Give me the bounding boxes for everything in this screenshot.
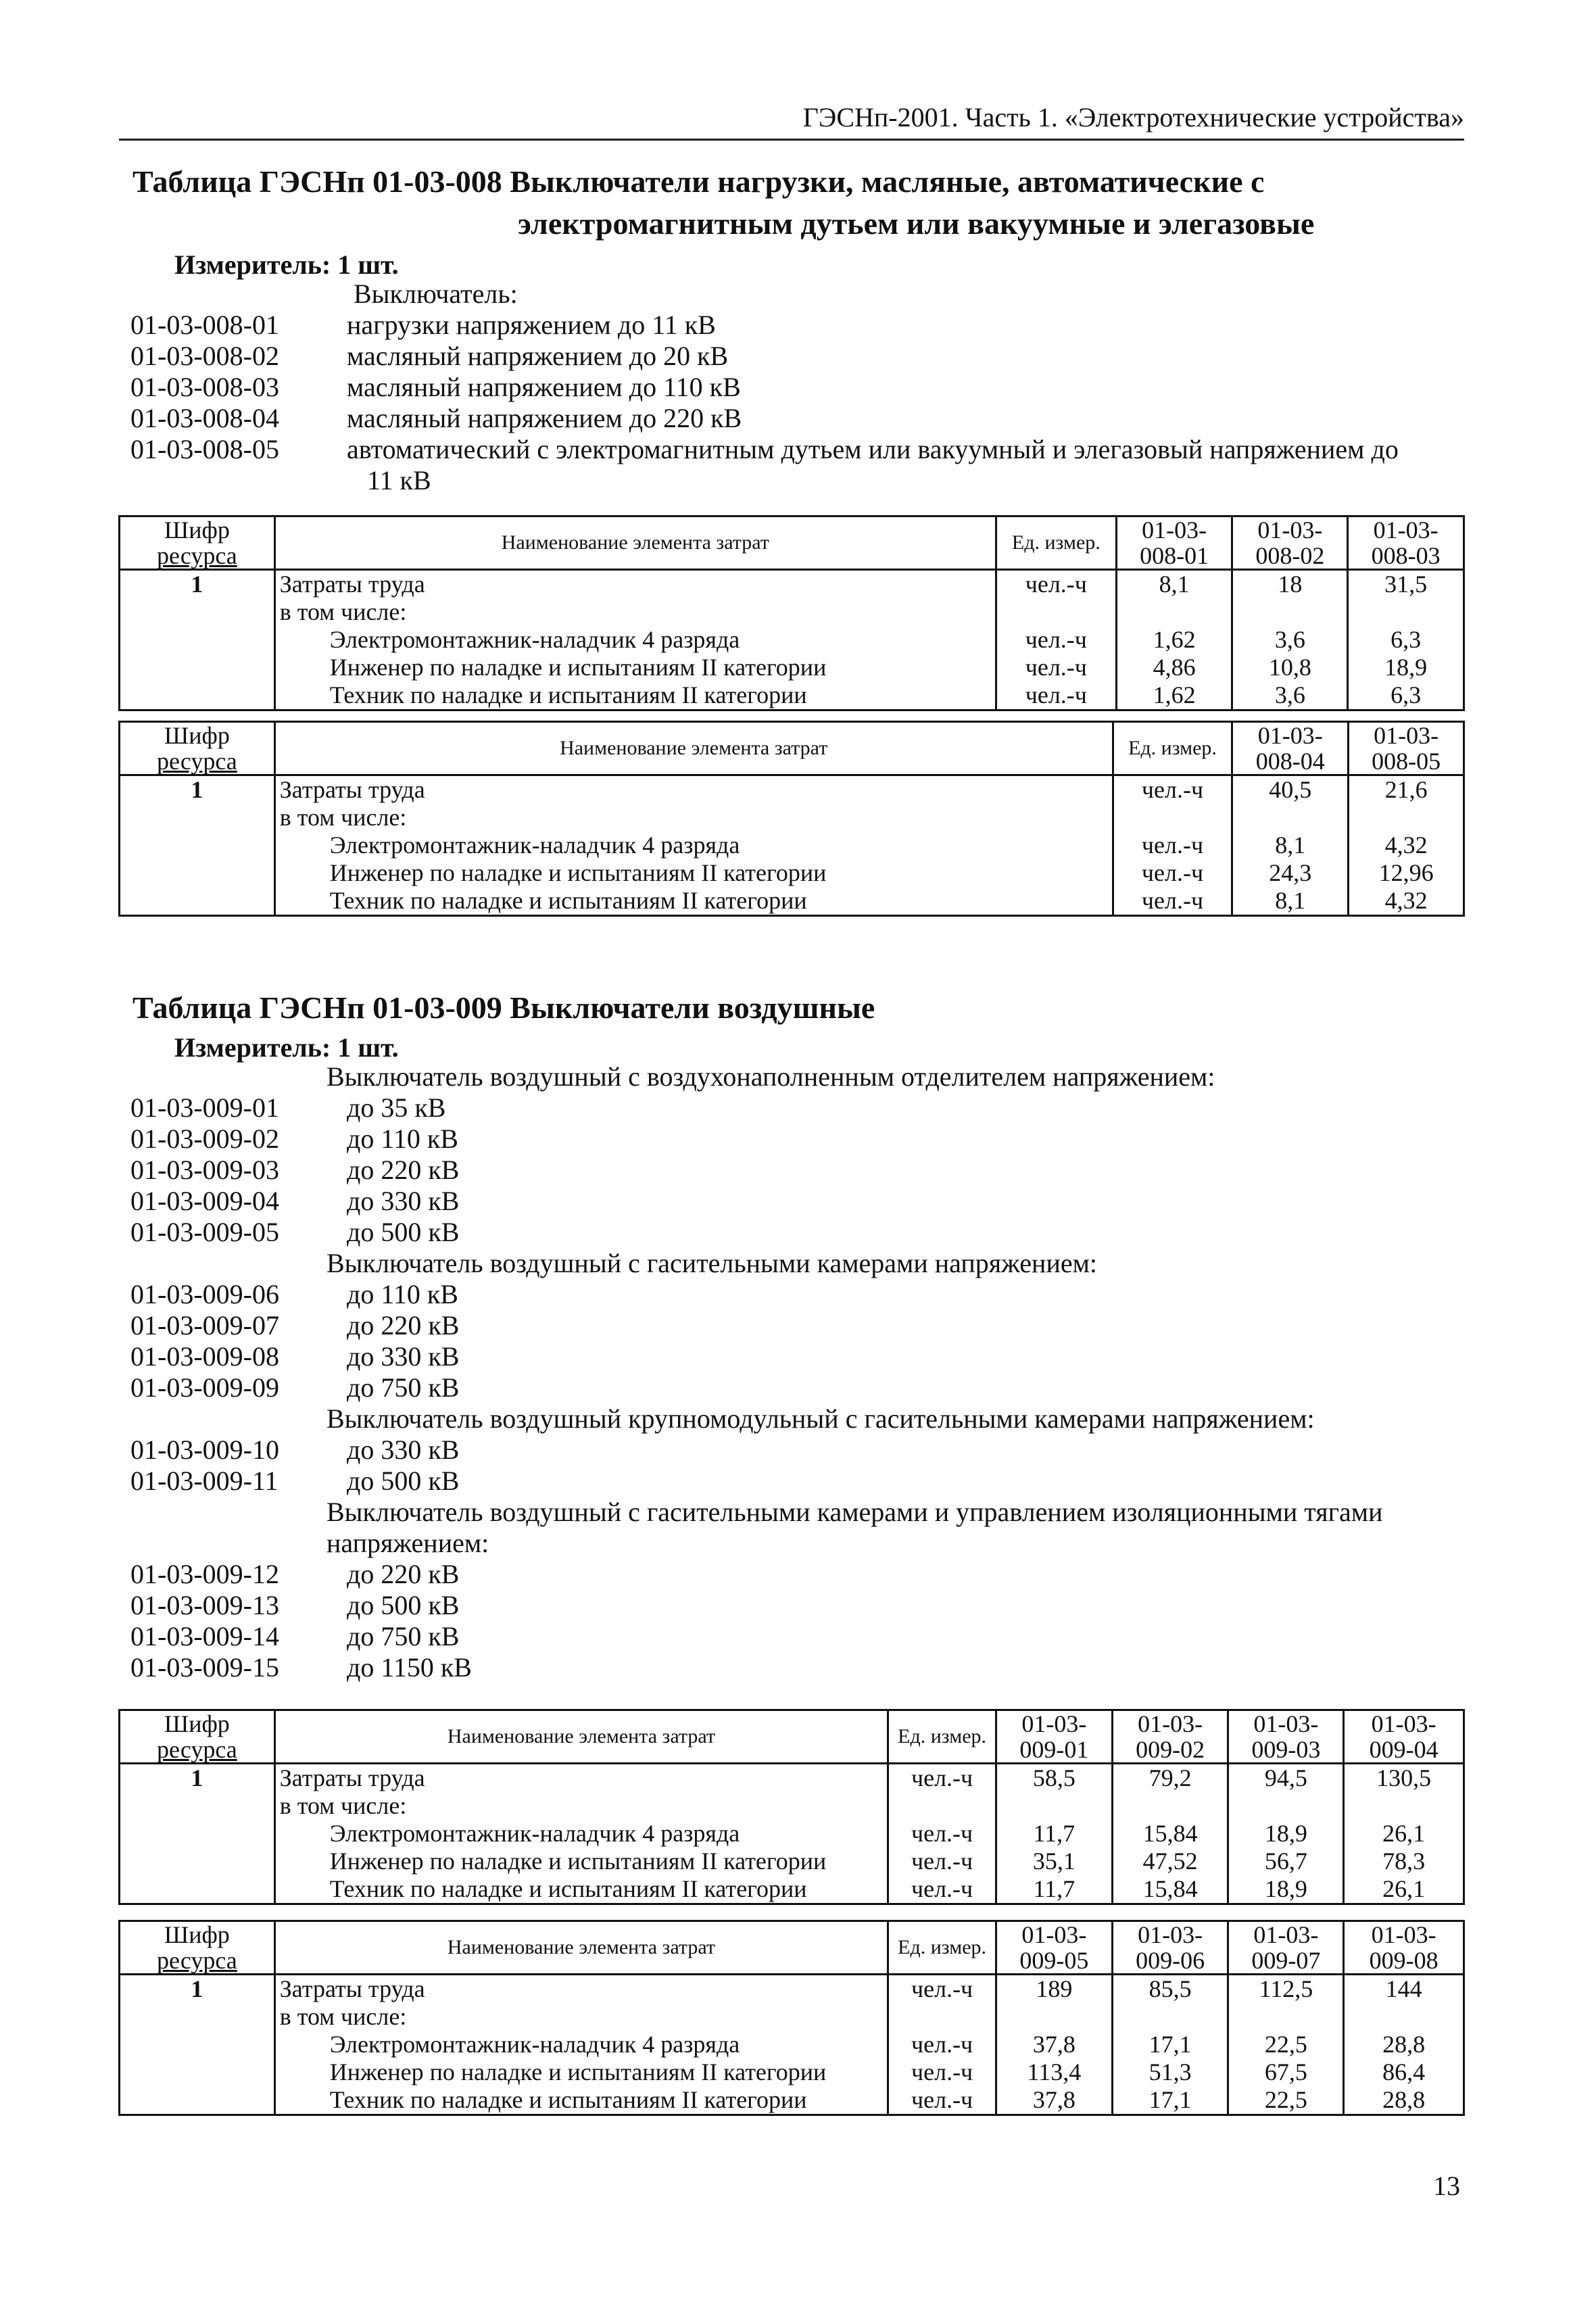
value-cell	[1344, 2003, 1464, 2031]
measure-label: Измеритель:	[174, 249, 331, 280]
table-row	[120, 654, 1464, 681]
header-cost-element: Наименование элемента затрат	[274, 722, 1113, 775]
code-row	[130, 1652, 1462, 1683]
norm-code-line-1: 01-03-	[1142, 516, 1207, 544]
value-cell: 3,6	[1232, 681, 1348, 710]
code-description: до 110 кВ	[347, 1124, 458, 1154]
value-cell: 1,62	[1116, 626, 1232, 654]
cost-element-name: Электромонтажник-наладчик 4 разряда	[274, 1820, 888, 1848]
value-cell	[1112, 2003, 1228, 2031]
header-code-line-1: Шифр	[164, 722, 230, 749]
code-description: до 500 кВ	[347, 1466, 460, 1496]
norm-code-line-2: 008-01	[1140, 542, 1209, 569]
intro-008: Выключатель:	[354, 279, 518, 309]
measure-label: Измеритель:	[174, 1032, 331, 1063]
norm-code-line-1: 01-03-	[1138, 1710, 1203, 1737]
resource-code: 01-03-009-10	[130, 1434, 279, 1465]
norm-code-line-2: 009-02	[1136, 1736, 1205, 1763]
code-row	[130, 1279, 1462, 1310]
resource-code: 01-03-008-03	[130, 372, 279, 402]
value-cell: 144	[1344, 1975, 1464, 2004]
code-description: масляный напряжением до 20 кВ	[347, 341, 729, 371]
table-row	[120, 1792, 1464, 1820]
resource-code: 01-03-009-15	[130, 1652, 279, 1683]
resource-id	[120, 2031, 275, 2058]
header-resource-code	[120, 1921, 275, 1975]
unit-cell: чел.-ч	[888, 1764, 996, 1793]
code-description: до 750 кВ	[347, 1372, 460, 1403]
resource-code: 01-03-009-02	[130, 1124, 279, 1154]
resource-id: 1	[120, 775, 275, 804]
header-norm-code	[996, 1710, 1112, 1764]
norm-code-line-1: 01-03-	[1371, 1710, 1436, 1737]
unit-cell	[888, 1792, 996, 1820]
resource-code: 01-03-009-08	[130, 1341, 279, 1372]
norm-code-line-1: 01-03-	[1253, 1710, 1319, 1737]
code-description: до 330 кВ	[347, 1186, 460, 1216]
group-heading: напряжением:	[327, 1528, 489, 1558]
group-heading: Выключатель воздушный с гасительными камерами и управлением изоляционными тягами	[327, 1497, 1383, 1527]
resource-id	[120, 1848, 275, 1875]
resource-id	[120, 1820, 275, 1848]
cost-element-name: Техник по наладке и испытаниям II категории	[274, 681, 996, 710]
cost-element-name: в том числе:	[274, 2003, 888, 2031]
measure-value: 1 шт.	[337, 249, 399, 280]
header-norm-code	[1112, 1710, 1228, 1764]
resource-code: 01-03-009-09	[130, 1372, 279, 1403]
value-cell: 22,5	[1228, 2086, 1344, 2115]
norm-code-line-2: 008-02	[1255, 542, 1325, 569]
norm-code-line-1: 01-03-	[1021, 1921, 1087, 1948]
value-cell: 6,3	[1348, 681, 1464, 710]
resource-code: 01-03-009-13	[130, 1590, 279, 1620]
code-list-009	[130, 1061, 1462, 1683]
resource-table-009-b	[118, 1920, 1465, 2116]
norm-code-line-1: 01-03-	[1257, 516, 1323, 544]
header-unit: Ед. измер.	[888, 1921, 996, 1975]
cost-element-name: Инженер по наладке и испытаниям II категории	[274, 859, 1113, 887]
resource-id	[120, 859, 275, 887]
norm-code-line-1: 01-03-	[1021, 1710, 1087, 1737]
value-cell: 4,86	[1116, 654, 1232, 681]
table-row	[120, 831, 1464, 859]
header-norm-code	[996, 1921, 1113, 1975]
section-title-008	[132, 161, 1451, 245]
resource-id	[120, 831, 275, 859]
table-row	[120, 626, 1464, 654]
resource-id: 1	[120, 1764, 275, 1793]
header-norm-code	[1232, 722, 1349, 775]
value-cell: 113,4	[996, 2058, 1113, 2086]
value-cell: 78,3	[1344, 1848, 1464, 1875]
table-row	[120, 2031, 1464, 2058]
running-header: ГЭСНп-2001. Часть 1. «Электротехнические устройства»	[119, 101, 1464, 141]
value-cell: 1,62	[1116, 681, 1232, 710]
norm-code-line-2: 009-03	[1251, 1736, 1321, 1763]
code-description: до 35 кВ	[347, 1092, 446, 1123]
cost-element-name: Электромонтажник-наладчик 4 разряда	[274, 2031, 888, 2058]
header-resource-code	[120, 1710, 275, 1764]
code-description: до 220 кВ	[347, 1310, 460, 1341]
value-cell: 12,96	[1349, 859, 1464, 887]
code-description: до 330 кВ	[347, 1341, 460, 1372]
code-description: до 330 кВ	[347, 1434, 460, 1465]
code-row	[130, 1092, 1462, 1124]
table-row	[120, 859, 1464, 887]
cost-element-name: Затраты труда	[274, 775, 1113, 804]
value-cell: 40,5	[1232, 775, 1349, 804]
value-cell	[996, 2003, 1113, 2031]
header-unit: Ед. измер.	[996, 516, 1116, 570]
title-line-2: электромагнитным дутьем или вакуумные и элегазовые	[518, 206, 1315, 241]
unit-cell: чел.-ч	[996, 681, 1116, 710]
value-cell	[996, 1792, 1112, 1820]
table-row	[120, 2003, 1464, 2031]
value-cell	[1228, 2003, 1344, 2031]
resource-id	[120, 2086, 275, 2115]
cost-element-name: Электромонтажник-наладчик 4 разряда	[274, 626, 996, 654]
code-description: до 1150 кВ	[347, 1652, 472, 1683]
title-line-1: Таблица ГЭСНп 01-03-008 Выключатели нагрузки, масляные, автоматические с	[132, 164, 1265, 199]
code-row	[130, 1310, 1462, 1341]
header-code-line-2: ресурса	[156, 1736, 237, 1763]
value-cell: 58,5	[996, 1764, 1112, 1793]
resource-id	[120, 887, 275, 916]
cost-element-name: Техник по наладке и испытаниям II категории	[274, 1875, 888, 1904]
code-description: до 750 кВ	[347, 1621, 460, 1651]
table-row	[120, 804, 1464, 831]
cost-element-name: Затраты труда	[274, 1975, 888, 2004]
resource-code: 01-03-009-12	[130, 1559, 279, 1589]
resource-id	[120, 1875, 275, 1904]
group-heading: Выключатель воздушный с воздухонаполненным отделителем напряжением:	[327, 1061, 1215, 1092]
cost-element-name: Затраты труда	[274, 570, 996, 599]
measure-value: 1 шт.	[337, 1032, 399, 1063]
value-cell: 8,1	[1232, 831, 1349, 859]
code-description: до 500 кВ	[347, 1590, 460, 1620]
value-cell: 4,32	[1349, 887, 1464, 916]
code-row	[130, 434, 1462, 465]
code-row	[130, 1186, 1462, 1217]
unit-cell: чел.-ч	[996, 570, 1116, 599]
value-cell: 18,9	[1228, 1820, 1344, 1848]
resource-id	[120, 681, 275, 710]
code-description: до 220 кВ	[347, 1155, 460, 1185]
page-number: 13	[1433, 2171, 1460, 2201]
value-cell	[1112, 1792, 1228, 1820]
table-row	[120, 1975, 1464, 2004]
value-cell	[1232, 804, 1349, 831]
unit-cell: чел.-ч	[888, 2058, 996, 2086]
value-cell: 35,1	[996, 1848, 1112, 1875]
unit-cell: чел.-ч	[888, 2031, 996, 2058]
value-cell: 26,1	[1344, 1875, 1464, 1904]
value-cell: 8,1	[1116, 570, 1232, 599]
table-row	[120, 570, 1464, 599]
unit-cell	[996, 598, 1116, 626]
code-row	[130, 1590, 1462, 1621]
header-cost-element: Наименование элемента затрат	[274, 516, 996, 570]
resource-id	[120, 2058, 275, 2086]
section-title-009: Таблица ГЭСНп 01-03-009 Выключатели воздушные	[132, 990, 875, 1025]
header-norm-code	[1348, 516, 1464, 570]
cost-element-name: Техник по наладке и испытаниям II категории	[274, 2086, 888, 2115]
value-cell: 4,32	[1349, 831, 1464, 859]
group-heading: Выключатель воздушный крупномодульный с гасительными камерами напряжением:	[327, 1403, 1315, 1434]
code-description: до 220 кВ	[347, 1559, 460, 1589]
value-cell: 94,5	[1228, 1764, 1344, 1793]
header-code-line-2: ресурса	[156, 748, 237, 775]
value-cell: 47,52	[1112, 1848, 1228, 1875]
value-cell: 86,4	[1344, 2058, 1464, 2086]
cost-element-name: Затраты труда	[274, 1764, 888, 1793]
header-cost-element: Наименование элемента затрат	[274, 1921, 888, 1975]
resource-code: 01-03-009-06	[130, 1279, 279, 1309]
code-row	[130, 1466, 1462, 1497]
norm-code-line-2: 008-04	[1255, 748, 1325, 775]
measure-009	[174, 1032, 399, 1063]
resource-code: 01-03-009-05	[130, 1217, 279, 1247]
resource-code: 01-03-009-14	[130, 1621, 279, 1651]
unit-cell: чел.-ч	[1113, 887, 1232, 916]
table-row	[120, 2086, 1464, 2115]
header-norm-code	[1228, 1710, 1344, 1764]
table-row	[120, 887, 1464, 916]
table-row	[120, 1764, 1464, 1793]
norm-code-line-2: 008-05	[1372, 748, 1441, 775]
resource-id: 1	[120, 1975, 275, 2004]
value-cell: 18,9	[1348, 654, 1464, 681]
unit-cell: чел.-ч	[1113, 859, 1232, 887]
table-row	[120, 1848, 1464, 1875]
table-row	[120, 598, 1464, 626]
unit-cell: чел.-ч	[888, 1820, 996, 1848]
value-cell: 26,1	[1344, 1820, 1464, 1848]
norm-code-line-1: 01-03-	[1371, 1921, 1436, 1948]
unit-cell: чел.-ч	[1113, 775, 1232, 804]
code-list-008	[130, 310, 1462, 496]
code-row	[130, 1341, 1462, 1372]
header-code-line-1: Шифр	[164, 1921, 230, 1948]
value-cell: 28,8	[1344, 2031, 1464, 2058]
value-cell: 21,6	[1349, 775, 1464, 804]
code-description: до 500 кВ	[347, 1217, 460, 1247]
norm-code-line-2: 009-05	[1019, 1947, 1089, 1974]
norm-code-line-2: 008-03	[1371, 542, 1441, 569]
value-cell	[1228, 1792, 1344, 1820]
value-cell: 3,6	[1232, 626, 1348, 654]
header-resource-code	[120, 516, 275, 570]
value-cell: 28,8	[1344, 2086, 1464, 2115]
cost-element-name: в том числе:	[274, 598, 996, 626]
code-row	[130, 1155, 1462, 1186]
unit-cell: чел.-ч	[996, 654, 1116, 681]
unit-cell: чел.-ч	[1113, 831, 1232, 859]
value-cell: 51,3	[1112, 2058, 1228, 2086]
table-row	[120, 681, 1464, 710]
code-row	[130, 1372, 1462, 1403]
header-norm-code	[1116, 516, 1232, 570]
value-cell: 18	[1232, 570, 1348, 599]
norm-code-line-1: 01-03-	[1253, 1921, 1319, 1948]
code-row	[130, 372, 1462, 403]
resource-id	[120, 626, 275, 654]
value-cell: 18,9	[1228, 1875, 1344, 1904]
code-description: автоматический с электромагнитным дутьем или вакуумный и элегазовый напряжением до	[347, 434, 1399, 464]
resource-id	[120, 804, 275, 831]
table-row	[120, 1875, 1464, 1904]
value-cell: 11,7	[996, 1820, 1112, 1848]
value-cell: 112,5	[1228, 1975, 1344, 2004]
unit-cell	[888, 2003, 996, 2031]
norm-code-line-2: 009-01	[1019, 1736, 1089, 1763]
value-cell: 8,1	[1232, 887, 1349, 916]
resource-code: 01-03-009-11	[130, 1466, 279, 1496]
value-cell: 31,5	[1348, 570, 1464, 599]
unit-cell: чел.-ч	[888, 1875, 996, 1904]
cost-element-name: Инженер по наладке и испытаниям II категории	[274, 1848, 888, 1875]
cost-element-name: Техник по наладке и испытаниям II категории	[274, 887, 1113, 916]
value-cell: 37,8	[996, 2031, 1113, 2058]
measure-008	[174, 249, 399, 281]
value-cell	[1232, 598, 1348, 626]
unit-cell: чел.-ч	[888, 1975, 996, 2004]
resource-table-008-a	[118, 515, 1465, 711]
norm-code-line-1: 01-03-	[1257, 722, 1323, 749]
header-code-line-1: Шифр	[164, 516, 230, 544]
resource-code: 01-03-008-04	[130, 403, 279, 433]
norm-code-line-1: 01-03-	[1138, 1921, 1203, 1948]
value-cell: 11,7	[996, 1875, 1112, 1904]
code-row	[130, 1124, 1462, 1155]
code-row	[130, 310, 1462, 341]
resource-id: 1	[120, 570, 275, 599]
code-row-continued	[130, 465, 1462, 496]
code-row	[130, 341, 1462, 372]
norm-code-line-2: 009-06	[1136, 1947, 1205, 1974]
norm-code-line-1: 01-03-	[1374, 722, 1439, 749]
value-cell: 79,2	[1112, 1764, 1228, 1793]
code-description-continued: 11 кВ	[367, 465, 431, 496]
resource-code: 01-03-008-02	[130, 341, 279, 371]
value-cell: 37,8	[996, 2086, 1113, 2115]
header-norm-code	[1344, 1921, 1464, 1975]
code-description: масляный напряжением до 110 кВ	[347, 372, 741, 402]
resource-id	[120, 2003, 275, 2031]
value-cell: 189	[996, 1975, 1113, 2004]
resource-id	[120, 654, 275, 681]
resource-id	[120, 1792, 275, 1820]
code-description: до 110 кВ	[347, 1279, 458, 1309]
header-unit: Ед. измер.	[1113, 722, 1232, 775]
header-norm-code	[1349, 722, 1464, 775]
value-cell: 24,3	[1232, 859, 1349, 887]
header-norm-code	[1112, 1921, 1228, 1975]
header-cost-element: Наименование элемента затрат	[274, 1710, 888, 1764]
header-code-line-2: ресурса	[156, 542, 237, 569]
code-row	[130, 403, 1462, 434]
header-code-line-1: Шифр	[164, 1710, 230, 1737]
code-description: масляный напряжением до 220 кВ	[347, 403, 742, 433]
code-row	[130, 1559, 1462, 1590]
header-norm-code	[1232, 516, 1348, 570]
value-cell: 67,5	[1228, 2058, 1344, 2086]
group-heading: Выключатель воздушный с гасительными камерами напряжением:	[327, 1248, 1098, 1278]
resource-id	[120, 598, 275, 626]
value-cell: 17,1	[1112, 2086, 1228, 2115]
resource-table-009-a	[118, 1709, 1465, 1905]
resource-code: 01-03-009-03	[130, 1155, 279, 1185]
value-cell	[1349, 804, 1464, 831]
code-row	[130, 1621, 1462, 1652]
norm-code-line-2: 009-07	[1251, 1947, 1321, 1974]
value-cell: 6,3	[1348, 626, 1464, 654]
cost-element-name: Электромонтажник-наладчик 4 разряда	[274, 831, 1113, 859]
norm-code-line-1: 01-03-	[1373, 516, 1438, 544]
value-cell: 17,1	[1112, 2031, 1228, 2058]
value-cell: 56,7	[1228, 1848, 1344, 1875]
code-row	[130, 1434, 1462, 1466]
cost-element-name: Инженер по наладке и испытаниям II категории	[274, 2058, 888, 2086]
code-description: нагрузки напряжением до 11 кВ	[347, 310, 716, 340]
unit-cell: чел.-ч	[888, 2086, 996, 2115]
table-row	[120, 775, 1464, 804]
cost-element-name: в том числе:	[274, 1792, 888, 1820]
resource-code: 01-03-009-07	[130, 1310, 279, 1341]
cost-element-name: в том числе:	[274, 804, 1113, 831]
value-cell: 130,5	[1344, 1764, 1464, 1793]
code-row	[130, 1217, 1462, 1248]
unit-cell: чел.-ч	[888, 1848, 996, 1875]
value-cell	[1348, 598, 1464, 626]
value-cell	[1116, 598, 1232, 626]
value-cell: 22,5	[1228, 2031, 1344, 2058]
header-norm-code	[1228, 1921, 1344, 1975]
value-cell	[1344, 1792, 1464, 1820]
resource-table-008-b	[118, 721, 1465, 917]
value-cell: 85,5	[1112, 1975, 1228, 2004]
unit-cell	[1113, 804, 1232, 831]
header-norm-code	[1344, 1710, 1464, 1764]
header-resource-code	[120, 722, 275, 775]
header-code-line-2: ресурса	[156, 1947, 237, 1974]
table-row	[120, 1820, 1464, 1848]
resource-code: 01-03-009-04	[130, 1186, 279, 1216]
norm-code-line-2: 009-08	[1369, 1947, 1438, 1974]
value-cell: 10,8	[1232, 654, 1348, 681]
header-unit: Ед. измер.	[888, 1710, 996, 1764]
value-cell: 15,84	[1112, 1820, 1228, 1848]
unit-cell: чел.-ч	[996, 626, 1116, 654]
resource-code: 01-03-008-01	[130, 310, 279, 340]
table-row	[120, 2058, 1464, 2086]
value-cell: 15,84	[1112, 1875, 1228, 1904]
cost-element-name: Инженер по наладке и испытаниям II категории	[274, 654, 996, 681]
resource-code: 01-03-009-01	[130, 1092, 279, 1123]
resource-code: 01-03-008-05	[130, 434, 279, 464]
norm-code-line-2: 009-04	[1369, 1736, 1438, 1763]
